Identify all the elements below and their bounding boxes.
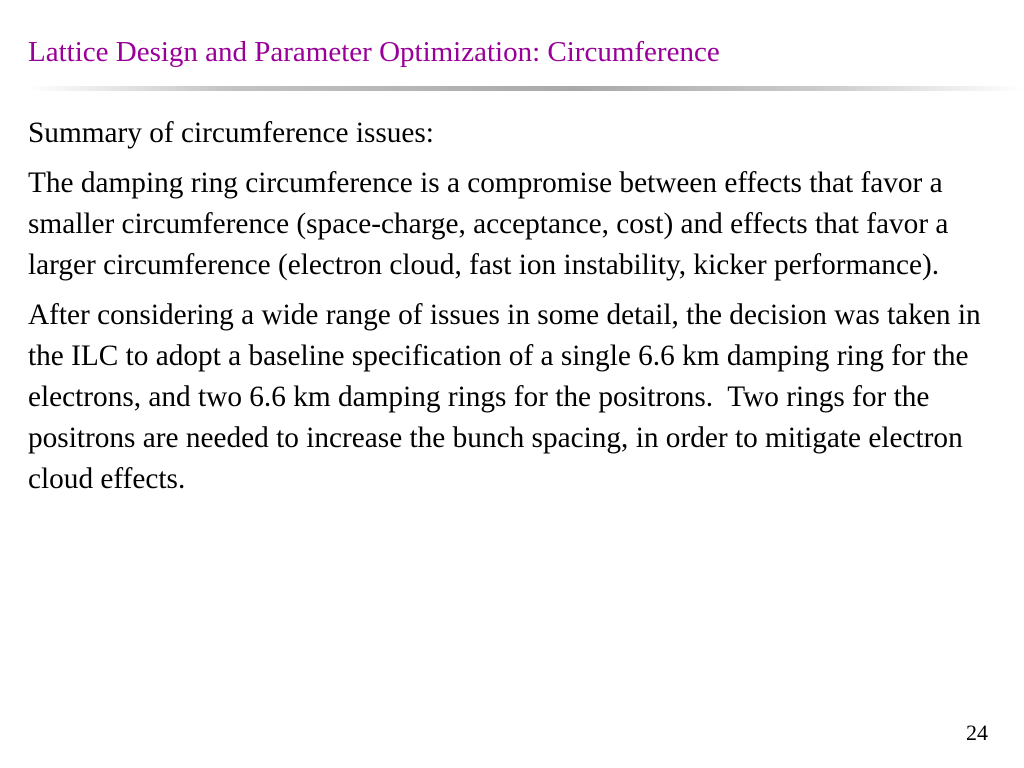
slide-title: Lattice Design and Parameter Optimization: Circumference	[28, 36, 720, 68]
summary-heading: Summary of circumference issues:	[28, 117, 434, 149]
title-divider	[28, 86, 1024, 91]
paragraph-compromise: The damping ring circumference is a compromise between effects that favor a smaller circumference (space-charge, acceptance, cost) and effects that favor a larger circumference (electron cloud, fast ion instability, kicker performance).	[28, 167, 949, 281]
slide-body	[28, 113, 996, 509]
paragraph-decision: After considering a wide range of issues in some detail, the decision was taken in the ILC to adopt a baseline specification of a single 6.6 km damping ring for the electrons, and two 6.6 km damping rings for the positrons. Two rings for the positrons are needed to increase the bunch spacing, in order to mitigate electron cloud effects.	[28, 299, 989, 495]
page-number: 24	[966, 720, 988, 745]
